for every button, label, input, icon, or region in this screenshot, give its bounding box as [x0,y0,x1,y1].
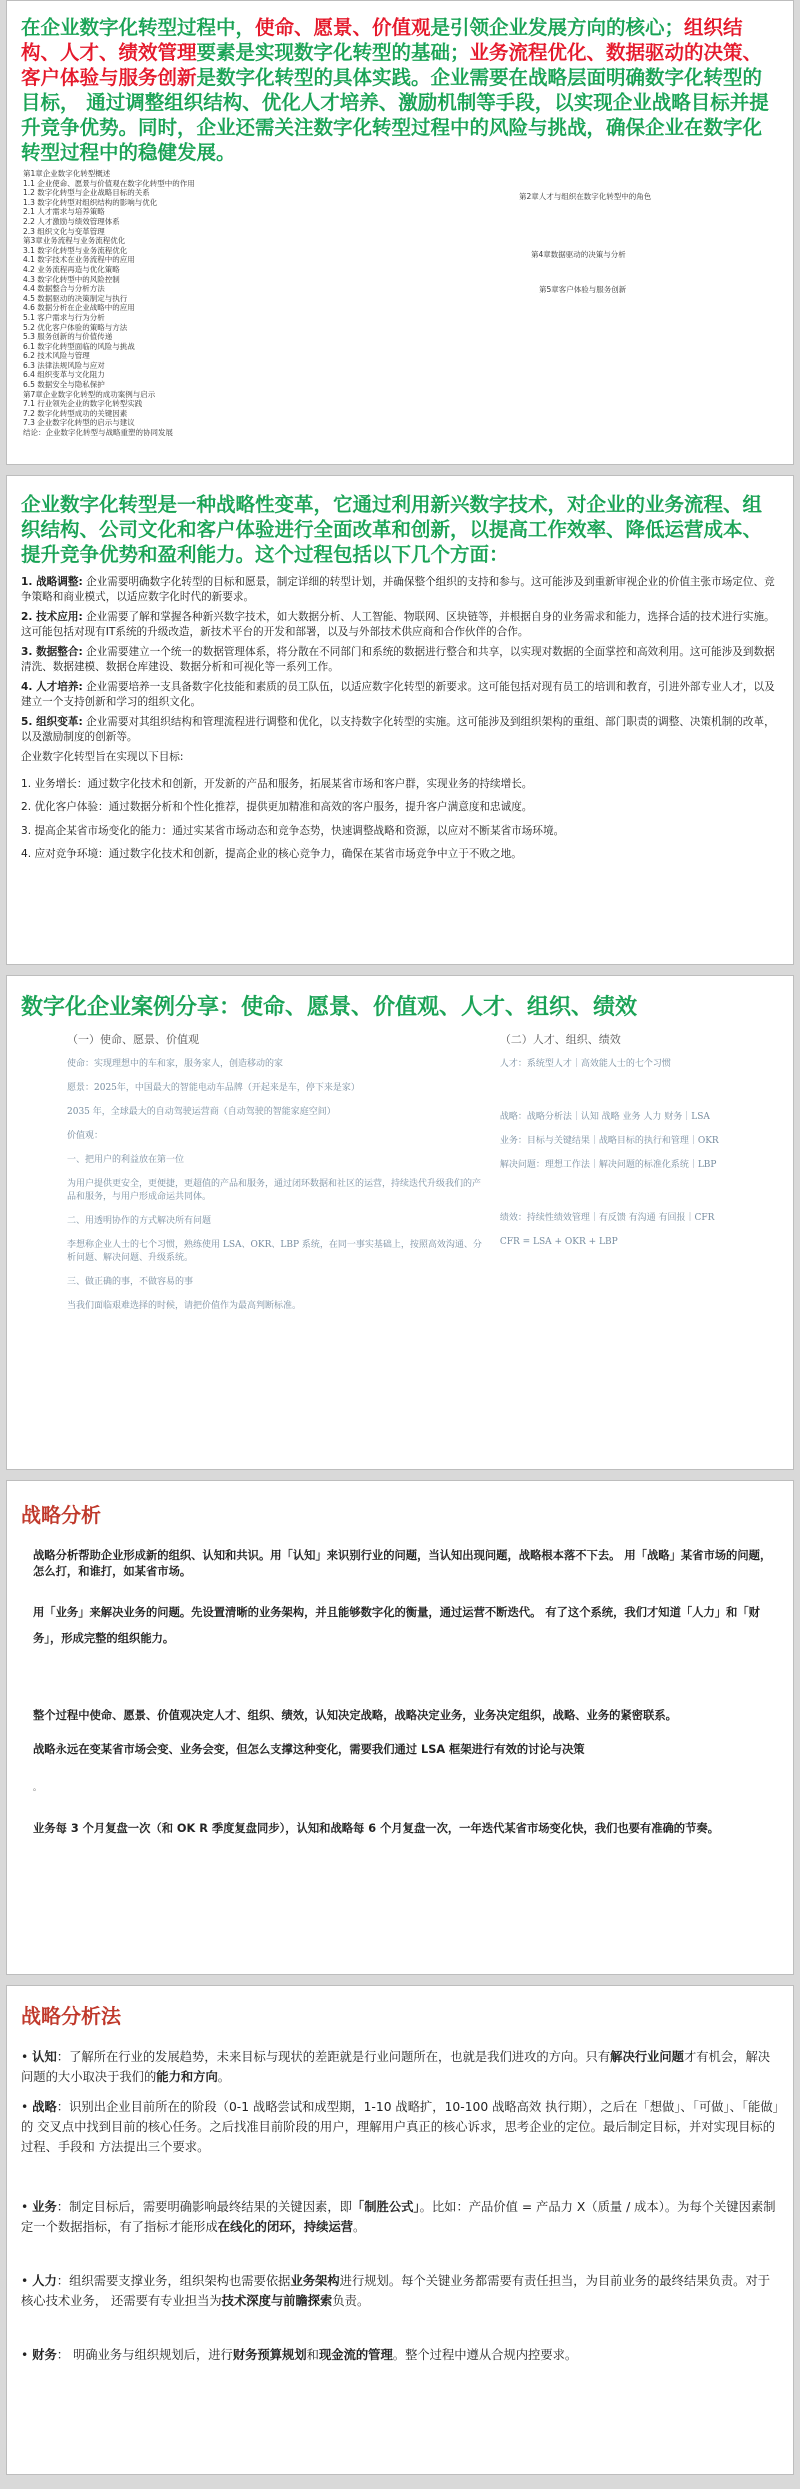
slide-5-body [21,2047,779,2365]
intro-highlight: 使命、愿景、价值观 [255,16,431,39]
strategy-paragraph: 战略分析帮助企业形成新的组织、认知和共识。用「认知」来识别行业的问题，当认知出现问题，战略根本落不下去。 用「战略」某省市场的问题，怎么打，和谁打，如某省市场。 [33,1549,772,1578]
slide-5-title: 战略分析法 [21,2004,121,2028]
strategy-paragraph: 业务每 3 个月复盘一次（和 OK R 季度复盘同步），认知和战略每 6 个月复盘一次，一年迭代某省市场变化快，我们也要有准确的节奏。 [33,1822,719,1835]
intro-highlight: 业务流程优化、数据驱动的决策、客户体验与服务创新 [21,41,763,89]
toc-item: 3.1 数字化转型与业务流程优化 [23,245,128,255]
case-line: 业务：目标与关键结果｜战略目标的执行和管理｜OKR [499,1136,719,1146]
toc-item: 第3章业务流程与业务流程优化 [23,236,126,246]
strategy-paragraph: 。 [33,1783,41,1792]
toc-item: 4.4 数据整合与分析方法 [23,284,105,294]
mission-column [21,1033,484,1324]
toc-item: 7.2 数字化转型成功的关键因素 [23,408,128,418]
slide-1-overview [6,0,794,465]
slide-3-title: 数字化企业案例分享：使命、愿景、价值观、人才、组织、绩效 [21,995,638,1020]
toc-right-item: 第4章数据驱动的决策与分析 [531,250,626,259]
toc-item: 4.3 数字化转型中的风险控制 [23,274,120,284]
point-item: 4. 人才培养: 企业需要培养一支具备数字化技能和素质的员工队伍，以适应数字化转型的新要求。这可能包括对现有员工的培训和教育，引进外部专业人才，以及建立一个支持创新和学习的组织文化。 [21,681,775,708]
column-heading: （二）人才、组织、绩效 [499,1033,621,1046]
slide-3-case [6,975,794,1470]
case-line: 使命：实现理想中的车和家，服务家人，创造移动的家 [67,1059,284,1069]
case-line: 为用户提供更安全，更便捷，更超值的产品和服务，通过闭环数据和社区的运营，持续迭代升级我们的产品和服务，与用户形成命运共同体。 [67,1179,482,1202]
case-line: 一、把用户的利益放在第一位 [67,1155,185,1165]
goal-intro: 企业数字化转型旨在实现以下目标: [21,751,184,763]
case-line: CFR = LSA + OKR + LBP [499,1237,618,1247]
toc-item: 6.3 法律法规风险与应对 [23,360,105,370]
toc-item: 4.1 数字技术在业务流程中的应用 [23,255,135,265]
goal-item: 4. 应对竞争环境：通过数字化技术和创新，提高企业的核心竞争力，确保在某省市场竞争中立于不败之地。 [21,848,522,860]
column-heading: （一）使命、愿景、价值观 [67,1033,199,1046]
case-line: 李想称企业人士的七个习惯，熟练使用 LSA、OKR、LBP 系统，在同一事实基础上，按照高效沟通、分析问题、解决问题、升级系统。 [67,1240,482,1263]
strategy-paragraph: 用「业务」来解决业务的问题。先设置清晰的业务架构，并且能够数字化的衡量，通过运营不断迭代。 有了这个系统，我们才知道「人力」和「财务」，形成完整的组织能力。 [33,1606,760,1645]
case-line: 愿景：2025年，中国最大的智能电动车品牌（开起来是车，停下来是家） [67,1083,360,1093]
toc-right-item: 第2章人才与组织在数字化转型中的角色 [519,192,652,201]
slide-2-body [21,575,779,862]
case-line: 当我们面临艰难选择的时候，请把价值作为最高判断标准。 [67,1301,302,1311]
case-line: 价值观： [67,1131,104,1141]
slide-4-strategy [6,1480,794,1975]
toc-item: 6.4 组织变革与文化阻力 [23,370,105,380]
slide-4-body [21,1548,779,1842]
slide-2-definition [6,475,794,965]
toc-item: 2.1 人才需求与培养策略 [23,207,105,217]
toc-item: 5.1 客户需求与行为分析 [23,312,105,322]
toc-item: 1.2 数字化转型与企业战略目标的关系 [23,188,150,198]
case-columns [21,1033,779,1324]
point-item: 2. 技术应用: 企业需要了解和掌握各种新兴数字技术，如大数据分析、人工智能、物联网、区块链等，并根据自身的业务需求和能力，选择合适的技术进行实施。这可能包括对现有IT系统的升级改造，新技术平台的开发和部署，以及与外部技术供应商和合作伙伴的合作。 [21,611,775,638]
slide-5-strategy-method [6,1985,794,2475]
intro-highlight: 组织结构、人才、绩效管理 [21,16,743,64]
strategy-paragraph: 战略永远在变某省市场会变、业务会变，但怎么支撑这种变化，需要我们通过 LSA 框架进行有效的讨论与决策 [33,1743,585,1756]
slide-4-title: 战略分析 [21,1503,101,1527]
toc-item: 7.1 行业领先企业的数字化转型实践 [23,399,143,409]
toc-item: 第7章企业数字化转型的成功案例与启示 [23,389,156,399]
goal-item: 2. 优化客户体验：通过数据分析和个性化推荐，提供更加精准和高效的客户服务，提升客户满意度和忠诚度。 [21,801,533,813]
toc-item: 1.3 数字化转型对组织结构的影响与优化 [23,197,158,207]
method-item: • 认知：了解所在行业的发展趋势，未来目标与现状的差距就是行业问题所在，也就是我们进攻的方向。只有解决行业问题才有机会，解决问题的大小取决于我们的能力和方向。 [21,2050,771,2084]
toc-list [23,169,263,438]
case-line: 人才：系统型人才｜高效能人士的七个习惯 [499,1059,671,1069]
strategy-paragraph: 整个过程中使命、愿景、价值观决定人才、组织、绩效，认知决定战略，战略决定业务，业务决定组织，战略、业务的紧密联系。 [33,1709,677,1722]
talent-column [484,1033,779,1324]
toc-right-item: 第5章客户体验与服务创新 [539,285,627,294]
intro-paragraph [21,15,779,165]
point-item: 1. 战略调整: 企业需要明确数字化转型的目标和愿景，制定详细的转型计划，并确保整个组织的支持和参与。这可能涉及到重新审视企业的价值主张市场定位、竞争策略和商业模式，以适应数字化时代的新要求。 [21,576,775,603]
intro-part: 在企业数字化转型过程中， [21,16,256,39]
intro-part: 是引领企业发展方向的核心； [430,16,685,39]
toc-item: 6.1 数字化转型面临的风险与挑战 [23,341,135,351]
case-line: 2035 年，全球最大的自动驾驶运营商（自动驾驶的智能家庭空间） [67,1107,336,1117]
toc-item: 6.2 技术风险与管理 [23,351,90,361]
toc-item: 4.2 业务流程再造与优化策略 [23,264,120,274]
toc-item: 1.1 企业使命、愿景与价值观在数字化转型中的作用 [23,178,195,188]
toc-item: 4.6 数据分析在企业战略中的应用 [23,303,135,313]
goal-item: 1. 业务增长：通过数字化技术和创新，开发新的产品和服务，拓展某省市场和客户群，实现业务的持续增长。 [21,777,533,790]
slide-2-title: 企业数字化转型是一种战略性变革，它通过利用新兴数字技术，对企业的业务流程、组织结构、公司文化和客户体验进行全面改革和创新，以提高工作效率、降低运营成本、提升竞争优势和盈利能力。这个过程包括以下几个方面： [21,493,763,566]
case-line: 二、用透明协作的方式解决所有问题 [67,1216,212,1226]
intro-part: 要素是实现数字化转型的基础； [196,41,470,64]
toc-item: 6.5 数据安全与隐私保护 [23,380,105,390]
point-item: 5. 组织变革: 企业需要对其组织结构和管理流程进行调整和优化，以支持数字化转型的实施。这可能涉及到组织架构的重组、部门职责的调整、决策机制的改革，以及激励制度的创新等。 [21,716,775,743]
method-item: • 财务： 明确业务与组织规划后，进行财务预算规划和现金流的管理。整个过程中遵从合规内控要求。 [21,2348,578,2362]
case-line: 三、做正确的事，不做容易的事 [67,1277,194,1287]
toc-item: 2.3 组织文化与变革管理 [23,226,105,236]
method-item: • 战略：识别出企业目前所在的阶段（0-1 战略尝试和成型期，1-10 战略扩，10-100 战略高效 执行期），之后在「想做」、「可做」、「能做」的 交叉点中找到目前的核心任务。之后找准目前阶段的用户，理解用户真正的核心诉求，思考企业的定位。最后制定目标，并对实现目标的过程、手段和 方法提出三个要求。 [21,2100,779,2154]
case-line: 战略：战略分析法｜认知 战略 业务 人力 财务｜LSA [499,1112,710,1122]
goal-list [21,777,779,862]
toc-item: 第1章企业数字化转型概述 [23,169,111,178]
method-item: • 人力：组织需要支撑业务，组织架构也需要依据业务架构进行规划。每个关键业务都需要有责任担当，为目前业务的最终结果负责。对于核心技术业务， 还需要有专业担当为技术深度与前瞻探索负责。 [21,2274,771,2308]
method-item: • 业务：制定目标后，需要明确影响最终结果的关键因素，即「制胜公式」。比如：产品价值 = 产品力 X（质量 / 成本）。为每个关键因素制定一个数据指标，有了指标才能形成在线化的闭环，持续运营。 [21,2200,776,2234]
toc-item: 4.5 数据驱动的决策制定与执行 [23,293,128,303]
toc-item: 5.3 服务创新的与价值传递 [23,332,113,342]
goal-item: 3. 提高企某省市场变化的能力：通过实某省市场动态和竞争态势，快速调整战略和资源，以应对不断某省市场环境。 [21,824,565,837]
intro-part: 是数字化转型的具体实践。企业需要在战略层面明确数字化转型的目标， 通过调整组织结构、优化人才培养、激励机制等手段，以实现企业战略目标并提升竞争优势。同时，企业还需关注数字化转型过程中的风险与挑战，确保企业在数字化转型过程中的稳健发展。 [21,66,769,164]
toc-item: 5.2 优化客户体验的策略与方法 [23,322,128,332]
point-item: 3. 数据整合: 企业需要建立一个统一的数据管理体系，将分散在不同部门和系统的数据进行整合和共享，以实现对数据的全面掌控和高效利用。这可能涉及到数据清洗、数据建模、数据仓库建设、数据分析和可视化等一系列工作。 [21,646,775,673]
table-of-contents [21,169,779,438]
case-line: 解决问题：理想工作法｜解决问题的标准化系统｜LBP [499,1160,717,1170]
toc-item: 2.2 人才激励与绩效管理体系 [23,216,120,226]
toc-item: 7.3 企业数字化转型的启示与建议 [23,418,135,428]
case-line: 绩效：持续性绩效管理｜有反馈 有沟通 有回报｜CFR [499,1213,715,1223]
toc-item: 结论：企业数字化转型与战略重塑的协同发展 [23,428,173,438]
